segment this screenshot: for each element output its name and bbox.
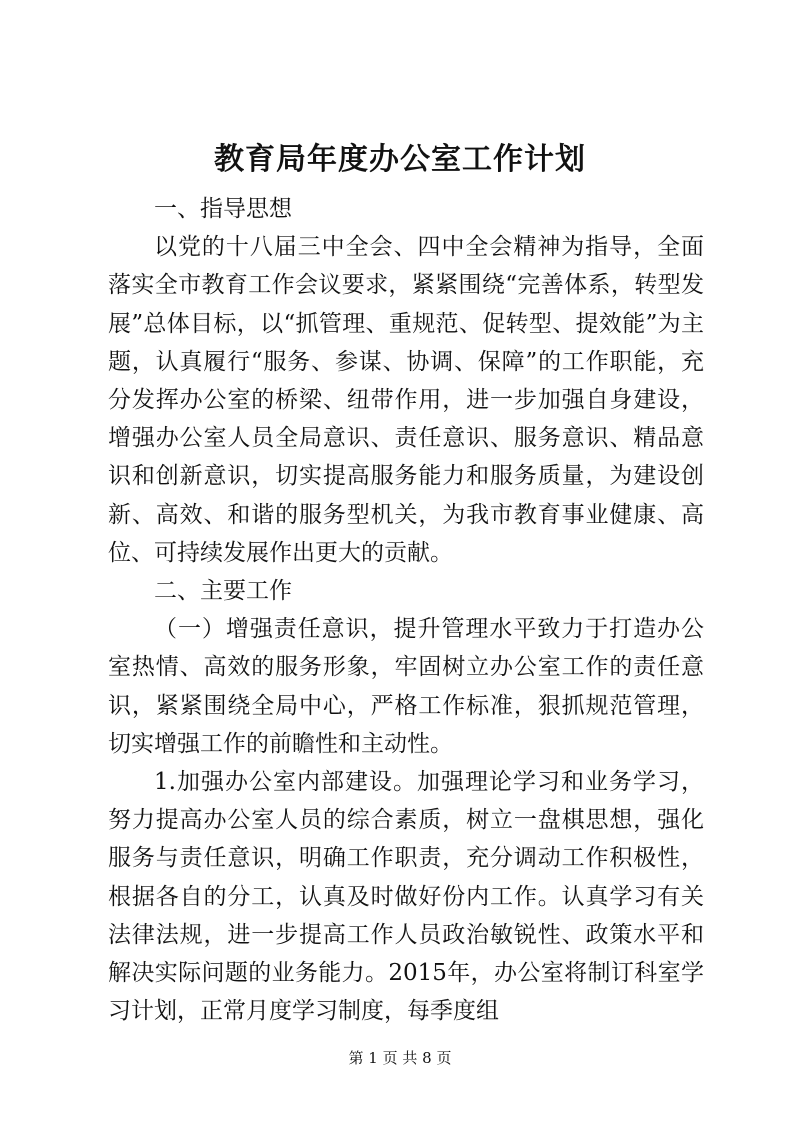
section-heading-main-work: 二、主要工作 <box>154 578 292 605</box>
paragraph-responsibility: （一）增强责任意识，提升管理水平致力于打造办公室热情、高效的服务形象，牢固树立办公室工作的责任意识，紧紧围绕全局中心，严格工作标准，狠抓规范管理，切实增强工作的前瞻性和主动性。 <box>108 616 704 757</box>
document-body <box>108 190 704 1030</box>
page-number-footer: 第 1 页 共 8 页 <box>348 1049 452 1067</box>
document-title: 教育局年度办公室工作计划 <box>214 142 586 177</box>
paragraph-guiding-ideology: 以党的十八届三中全会、四中全会精神为指导，全面落实全市教育工作会议要求，紧紧围绕“完善体系，转型发展”总体目标，以“抓管理、重规范、促转型、提效能”为主题，认真履行“服务、参谋、协调、保障”的工作职能，充分发挥办公室的桥梁、纽带作用，进一步加强自身建设，增强办公室人员全局意识、责任意识、服务意识、精品意识和创新意识，切实提高服务能力和服务质量，为建设创新、高效、和谐的服务型机关，为我市教育事业健康、高位、可持续发展作出更大的贡献。 <box>108 234 704 566</box>
section-heading-guiding-ideology: 一、指导思想 <box>154 196 292 222</box>
paragraph-office-construction: 1.加强办公室内部建设。加强理论学习和业务学习，努力提高办公室人员的综合素质，树立一盘棋思想，强化服务与责任意识，明确工作职责，充分调动工作积极性，根据各自的分工，认真及时做好份内工作。认真学习有关法律法规，进一步提高工作人员政治敏锐性、政策水平和解决实际问题的业务能力。2015年，办公室将制订科室学习计划，正常月度学习制度，每季度组 <box>108 769 704 1025</box>
